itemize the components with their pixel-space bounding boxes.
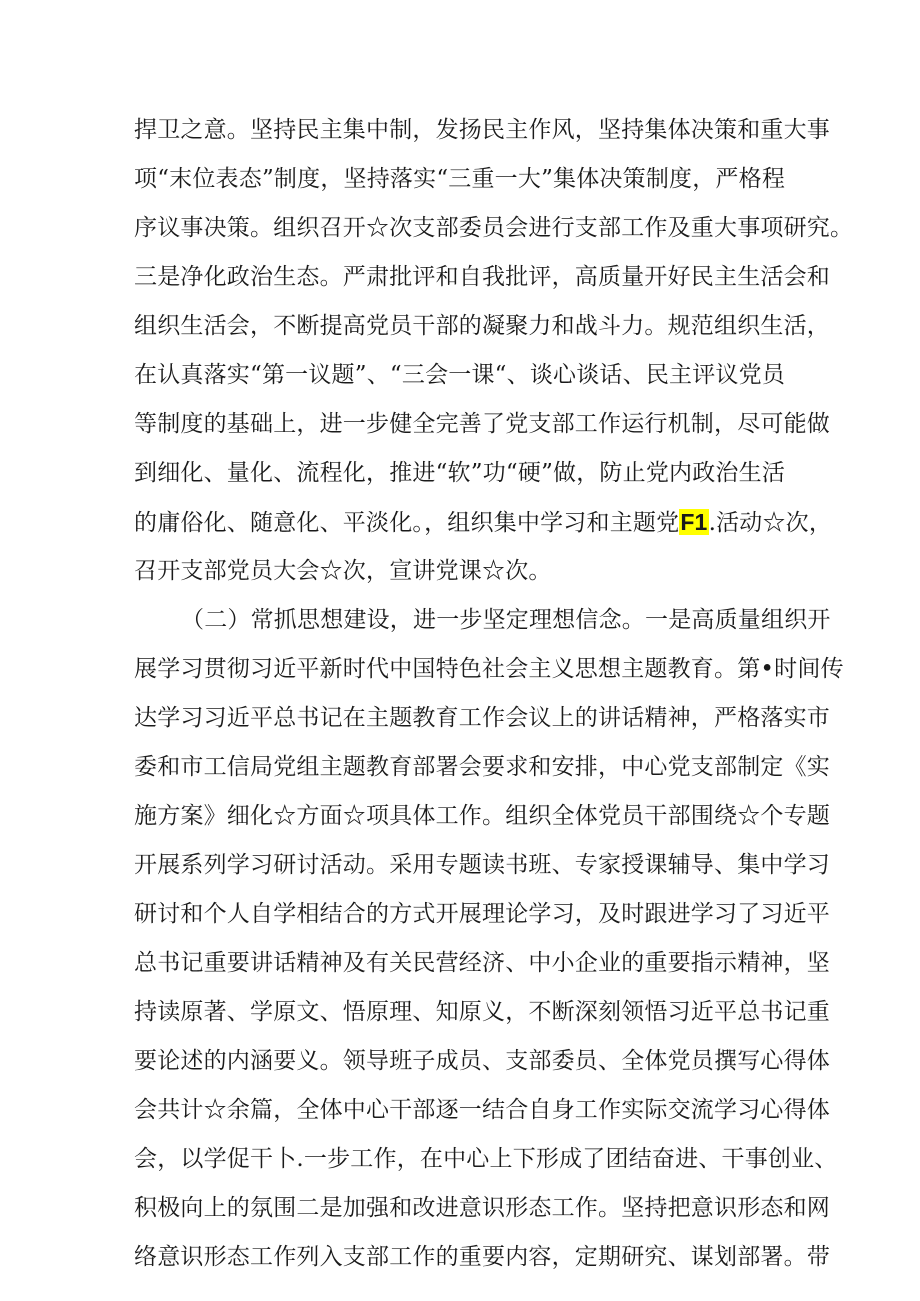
text-line-15: 施方案》细化☆方面☆项具体工作。组织全体党员干部围绕☆个专题 [134, 803, 830, 829]
text-line-16: 开展系列学习研讨活动。采用专题读书班、专家授课辅导、集中学习 [134, 852, 830, 878]
text-line-9 [134, 507, 832, 538]
highlighted-marker: F1 [680, 509, 708, 535]
text-line-19: 持读原著、学原文、悟原理、知原义，不断深刻领悟习近平总书记重 [134, 999, 830, 1025]
text-line-12: 展学习贯彻习近平新时代中国特色社会主义思想主题教育。第•时间传 [134, 656, 844, 682]
text-line-9-start: 的庸俗化、随意化、平淡化。，组织集中学习和主题党 [134, 510, 680, 536]
text-line-23: 积极向上的氛围二是加强和改进意识形态工作。坚持把意识形态和网 [134, 1195, 830, 1221]
text-line-4: 三是净化政治生态。严肃批评和自我批评，高质量开好民主生活会和 [134, 264, 830, 290]
text-line-5: 组织生活会，不断提高党员干部的凝聚力和战斗力。规范组织生活， [134, 313, 830, 339]
text-line-21: 会共计☆余篇，全体中心干部逐一结合自身工作实际交流学习心得体 [134, 1097, 830, 1123]
text-line-14: 委和市工信局党组主题教育部署会要求和安排，中心党支部制定《实 [134, 754, 830, 780]
text-line-20: 要论述的内涵要义。领导班子成员、支部委员、全体党员撰写心得体 [134, 1048, 830, 1074]
section-heading-line: （二）常抓思想建设，进一步坚定理想信念。一是高质量组织开 [181, 607, 831, 633]
text-line-24: 络意识形态工作列入支部工作的重要内容，定期研究、谋划部署。带 [134, 1244, 830, 1270]
text-line-1: 捍卫之意。坚持民主集中制，发扬民主作风，坚持集体决策和重大事 [134, 117, 830, 143]
text-line-9-end: .活动☆次， [708, 510, 833, 536]
text-line-22: 会，以学促干卜.一步工作，在中心上下形成了团结奋进、干事创业、 [134, 1146, 838, 1172]
text-line-13: 达学习习近平总书记在主题教育工作会议上的讲话精神，严格落实市 [134, 705, 830, 731]
text-line-3: 序议事决策。组织召开☆次支部委员会进行支部工作及重大事项研究。 [134, 215, 854, 241]
text-line-8: 到细化、量化、流程化，推进“软”功“硬”做，防止党内政治生活 [134, 460, 786, 486]
text-line-7: 等制度的基础上，进一步健全完善了党支部工作运行机制，尽可能做 [134, 411, 830, 437]
text-line-18: 总书记重要讲话精神及有关民营经济、中小企业的重要指示精神，坚 [134, 950, 830, 976]
text-line-10: 召开支部党员大会☆次，宣讲党课☆次。 [134, 558, 552, 584]
text-line-6: 在认真落实“第一议题”、“三会一课“、谈心谈话、民主评议党员 [134, 362, 786, 388]
text-line-17: 研讨和个人自学相结合的方式开展理论学习，及时跟进学习了习近平 [134, 901, 830, 927]
text-line-2: 项“末位表态”制度，坚持落实“三重一大”集体决策制度，严格程 [134, 166, 786, 192]
